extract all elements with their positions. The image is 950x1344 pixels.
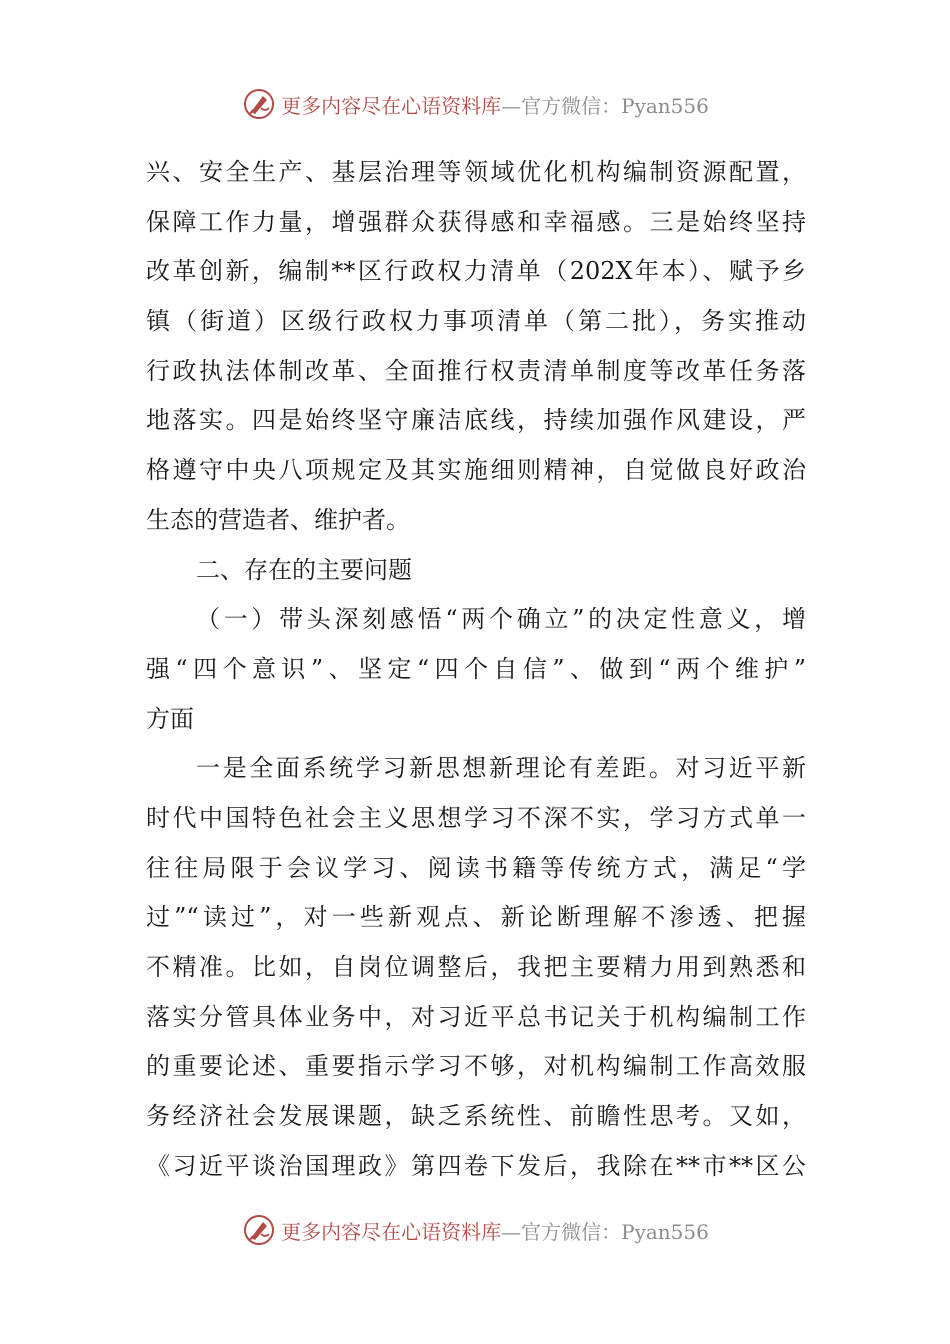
text-line: 保障工作力量，增强群众获得感和幸福感。三是始终坚持 [146,207,806,236]
text-line: 地落实。四是始终坚守廉洁底线，持续加强作风建设，严 [146,406,806,435]
text-line: 落实分管具体业务中，对习近平总书记关于机构编制工作 [146,1002,806,1031]
watermark-site-name: 更多内容尽在心语资料库 [281,93,502,118]
subsection-heading-line: 强“四个意识”、坚定“四个自信”、做到“两个维护” [146,654,806,683]
document-body [146,148,806,1191]
watermark-wechat: —官方微信：Pyan556 [501,93,709,118]
text-line: 的重要论述、重要指示学习不够，对机构编制工作高效服 [146,1052,806,1081]
text-line: 时代中国特色社会主义思想学习不深不实，学习方式单一 [146,803,806,832]
text-line: 务经济社会发展课题，缺乏系统性、前瞻性思考。又如， [146,1102,806,1131]
text-line: 镇（街道）区级行政权力事项清单（第二批），务实推动 [146,307,806,336]
text-line: 生态的营造者、维护者。 [146,505,410,534]
text-line: 《习近平谈治国理政》第四卷下发后，我除在**市**区公 [146,1151,806,1180]
text-line: 不精准。比如，自岗位调整后，我把主要精力用到熟悉和 [146,953,806,981]
watermark-site-name: 更多内容尽在心语资料库 [281,1219,502,1244]
watermark-banner-top [0,84,950,124]
section-heading: 二、存在的主要问题 [196,555,412,584]
text-line: 改革创新，编制**区行政权力清单（202X年本）、赋予乡 [146,257,806,286]
text-line: 格遵守中央八项规定及其实施细则精神，自觉做良好政治 [146,456,806,485]
watermark-wechat: —官方微信：Pyan556 [501,1219,709,1244]
subsection-heading-line: 方面 [146,704,194,733]
text-line: 一是全面系统学习新思想新理论有差距。对习近平新 [196,754,806,783]
text-line: 过”“读过”，对一些新观点、新论断理解不渗透、把握 [146,903,806,932]
text-line: 兴、安全生产、基层治理等领域优化机构编制资源配置， [146,158,806,186]
subsection-heading-line: （一）带头深刻感悟“两个确立”的决定性意义，增 [196,605,806,634]
text-line: 行政执法体制改革、全面推行权责清单制度等改革任务落 [146,356,806,385]
watermark-banner-bottom [0,1210,950,1250]
text-line: 往往局限于会议学习、阅读书籍等传统方式，满足“学 [146,853,806,882]
pen-nib-icon [241,86,277,122]
pen-nib-icon [241,1212,277,1248]
